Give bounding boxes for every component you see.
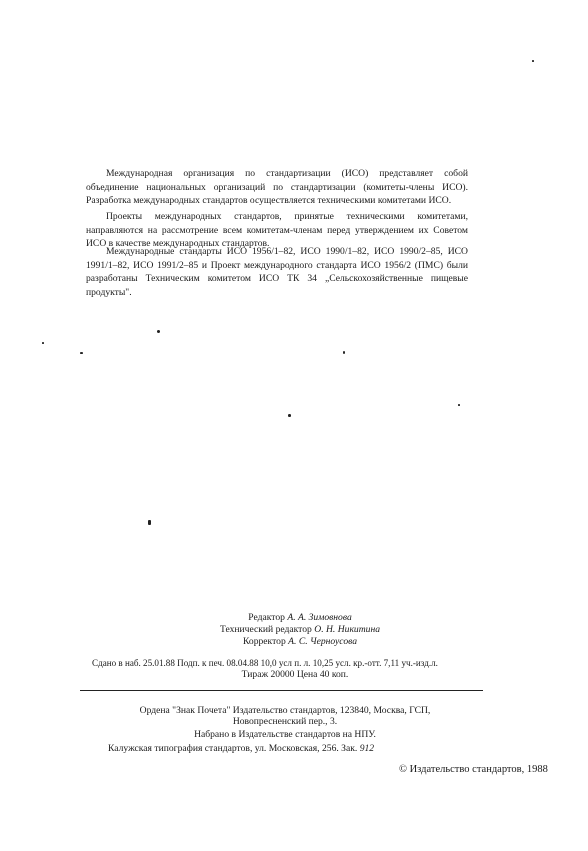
tech-editor-name: О. Н. Никитина [314, 624, 381, 635]
credits-block [150, 612, 450, 648]
intro-p1-text: Международная организация по стандартизации (ИСО) представляет собой объединение национальных организаций по стандартизации (комитеты-члены ИСО). Разработка международных стандартов осуществляется техническими комитетами ИСО. [86, 168, 468, 206]
typography-text: Калужская типография стандартов, ул. Московская, 256. Зак. [108, 743, 358, 754]
intro-p2-text: Проекты международных стандартов, принятые техническими комитетами, направляются на рассмотрение всем комитетам-членам перед утверждением их Советом ИСО в качестве международных стандартов. [86, 211, 468, 249]
publisher-line-1: Ордена "Знак Почета" Издательство стандартов, 123840, Москва, ГСП, [139, 705, 431, 716]
scan-speck [42, 342, 44, 344]
corrector-name: А. С. Черноусова [288, 636, 358, 647]
intro-p3-text: Международные стандарты ИСО 1956/1–82, ИСО 1990/1–82, ИСО 1990/2–85, ИСО 1991/1–82, ИСО 1991/2–85 и Проект международного стандарта ИСО 1956/2 (ПМС) были разработаны Техническим комитетом ИСО ТК 34 „Сельскохозяйственные пищевые продукты". [86, 246, 468, 298]
print-info-line-1: Сдано в наб. 25.01.88 Подп. к печ. 08.04.88 10,0 усл п. л. 10,25 усл. кр.-отт. 7,11 уч.-изд.л. [92, 658, 438, 668]
print-info-line-2: Тираж 20000 Цена 40 коп. [241, 669, 349, 680]
publisher-line-2: Новопресненский пер., 3. [232, 716, 338, 727]
editor-name: А. А. Зимовнова [287, 612, 352, 623]
scan-speck [532, 60, 534, 62]
corrector-line [150, 636, 450, 648]
scan-speck [343, 351, 345, 354]
publisher-line-4 [108, 743, 374, 755]
tech-editor-label: Технический редактор [219, 624, 312, 635]
scan-speck [80, 352, 83, 354]
scan-speck [148, 520, 151, 525]
corrector-label: Корректор [242, 636, 286, 647]
scan-speck [157, 330, 160, 333]
publisher-line-3: Набрано в Издательстве стандартов на НПУ. [194, 729, 376, 740]
scan-speck [458, 404, 460, 406]
horizontal-rule [80, 690, 483, 691]
intro-paragraph-3 [86, 245, 468, 299]
order-number: 912 [359, 743, 375, 754]
scan-speck [288, 414, 291, 417]
editor-line [150, 612, 450, 624]
copyright-notice: © Издательство стандартов, 1988 [399, 764, 548, 775]
editor-label: Редактор [248, 612, 285, 623]
intro-paragraph-1 [86, 167, 468, 208]
tech-editor-line [150, 624, 450, 636]
